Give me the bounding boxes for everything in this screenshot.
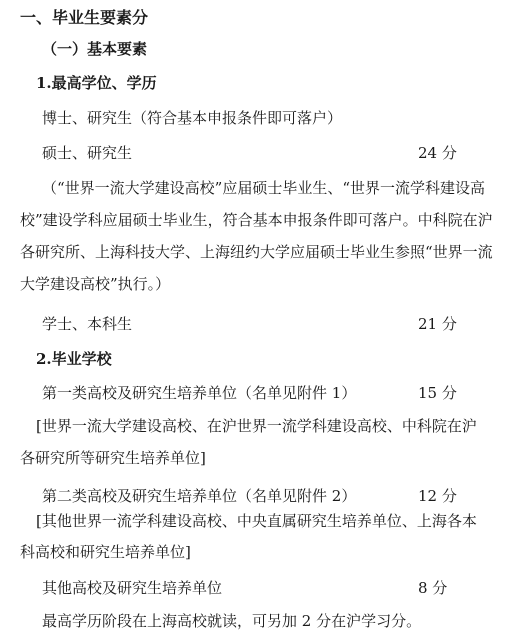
cat1-label: 第一类高校及研究生培养单位（名单见附件 1） xyxy=(42,384,357,402)
cat2-label: 第二类高校及研究生培养单位（名单见附件 2） xyxy=(42,487,357,505)
other-score: 8 分 xyxy=(418,579,448,597)
note-line: （“世界一流大学建设高校”应届硕士毕业生、“世界一流学科建设高 xyxy=(42,179,486,197)
doctor-line: 博士、研究生（符合基本申报条件即可落户） xyxy=(42,109,343,127)
other-label: 其他高校及研究生培养单位 xyxy=(42,579,223,597)
bachelor-score: 21 分 xyxy=(418,315,457,333)
cat1-desc: [世界一流大学建设高校、在沪世界一流学科建设高校、中科院在沪 xyxy=(36,417,477,435)
master-label: 硕士、研究生 xyxy=(42,144,133,162)
subsection-heading: （一）基本要素 xyxy=(42,40,148,58)
cat2-desc: [其他世界一流学科建设高校、中央直属研究生培养单位、上海各本 xyxy=(36,512,477,530)
bachelor-label: 学士、本科生 xyxy=(42,315,133,333)
note-line: 大学建设高校”执行。） xyxy=(20,275,171,293)
cat1-score: 15 分 xyxy=(418,384,457,402)
master-score: 24 分 xyxy=(418,144,457,162)
note-line: 校”建设学科应届硕士毕业生，符合基本申报条件即可落户。中科院在沪 xyxy=(20,211,493,229)
school-heading: 2.毕业学校 xyxy=(36,350,112,368)
bonus-line: 最高学历阶段在上海高校就读，可另加 2 分在沪学习分。 xyxy=(42,612,422,630)
cat2-score: 12 分 xyxy=(418,487,457,505)
cat2-desc: 科高校和研究生培养单位] xyxy=(20,543,191,561)
section-heading: 一、毕业生要素分 xyxy=(20,8,149,27)
cat1-desc: 各研究所等研究生培养单位] xyxy=(20,449,206,467)
note-line: 各研究所、上海科技大学、上海纽约大学应届硕士毕业生参照“世界一流 xyxy=(20,243,493,261)
degree-heading: 1.最高学位、学历 xyxy=(36,74,157,92)
